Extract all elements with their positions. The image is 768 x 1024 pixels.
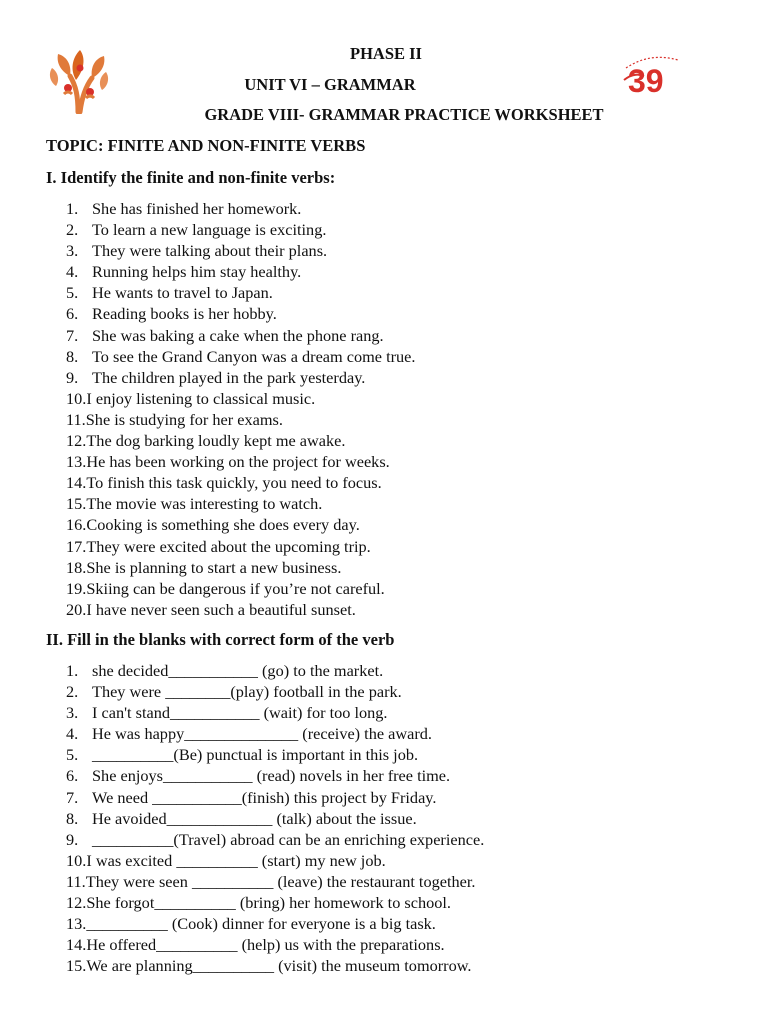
item-number: 1. [66,661,79,680]
item-number: 6. [66,304,79,324]
section-2-title: II. Fill in the blanks with correct form of the verb [46,630,395,649]
item-text: To finish this task quickly, you need to focus. [86,473,382,493]
item-text: Running helps him stay healthy. [92,262,302,282]
item-text: He has been working on the project for weeks. [86,452,390,472]
item-text: He avoided_____________ (talk) about the issue. [92,808,417,828]
item-text: They were excited about the upcoming trip. [86,536,371,556]
item-text: The dog barking loudly kept me awake. [86,431,346,451]
item-number: 6. [66,766,79,786]
list-item [66,892,484,913]
item-number: 13. [66,914,87,934]
list-item [66,219,415,240]
item-number: 14. [66,473,87,493]
list-item [66,261,415,282]
list-item [66,829,484,850]
item-number: 4. [66,724,79,744]
list-item [66,765,484,786]
unit-heading: UNIT VI – GRAMMAR [244,75,416,94]
item-text: She is planning to start a new business. [86,557,342,577]
item-text: she decided___________ (go) to the market. [92,661,384,680]
list-item [66,787,484,808]
item-number: 2. [66,682,79,702]
list-item [66,409,415,430]
item-text: They were talking about their plans. [92,241,328,261]
item-number: 10. [66,388,87,408]
item-text: He was happy______________ (receive) the award. [92,724,432,744]
section-1-title: I. Identify the finite and non-finite verbs: [46,168,336,187]
list-item [66,723,484,744]
item-number: 19. [66,578,87,598]
item-number: 15. [66,494,87,514]
list-item [66,955,484,976]
item-number: 10. [66,850,87,870]
list-item [66,367,415,388]
item-number: 8. [66,346,79,366]
list-item [66,303,415,324]
item-text: She was baking a cake when the phone rang. [92,325,384,345]
list-item [66,472,415,493]
item-number: 15. [66,956,87,976]
item-number: 9. [66,829,79,849]
item-text: She enjoys___________ (read) novels in her free time. [92,766,451,786]
item-text: __________ (Cook) dinner for everyone is a big task. [86,914,436,934]
list-item [66,681,484,702]
item-number: 11. [66,871,86,891]
section-1-list [66,198,415,620]
item-number: 7. [66,325,79,345]
list-item [66,493,415,514]
list-item [66,430,415,451]
item-text: I have never seen such a beautiful sunset. [86,599,356,619]
item-text: We are planning__________ (visit) the museum tomorrow. [86,956,472,976]
item-text: __________(Travel) abroad can be an enriching experience. [92,829,485,849]
list-item [66,346,415,367]
item-text: The children played in the park yesterday. [92,367,366,387]
item-number: 5. [66,745,79,765]
item-number: 1. [66,199,79,218]
section-2-list [66,660,484,976]
item-text: He wants to travel to Japan. [92,283,273,303]
phase-heading: PHASE II [350,44,422,63]
item-number: 3. [66,703,79,723]
item-text: To see the Grand Canyon was a dream come true. [92,346,416,366]
item-text: They were seen __________ (leave) the restaurant together. [85,871,476,891]
worksheet-title: GRADE VIII- GRAMMAR PRACTICE WORKSHEET [204,105,604,124]
item-number: 11. [66,409,86,429]
list-item [66,451,415,472]
item-text: She is studying for her exams. [85,409,283,429]
item-number: 20. [66,599,87,619]
item-text: She has finished her homework. [92,199,302,218]
item-text: __________(Be) punctual is important in this job. [92,745,419,765]
list-item [66,198,415,219]
list-item [66,660,484,681]
item-number: 3. [66,241,79,261]
item-text: Cooking is something she does every day. [86,515,360,535]
item-number: 2. [66,220,79,240]
item-number: 17. [66,536,87,556]
item-text: To learn a new language is exciting. [92,220,327,240]
item-number: 14. [66,935,87,955]
list-item [66,934,484,955]
item-text: Reading books is her hobby. [92,304,277,324]
item-number: 13. [66,452,87,472]
list-item [66,871,484,892]
list-item [66,850,484,871]
item-text: She forgot__________ (bring) her homework to school. [86,893,451,913]
list-item [66,282,415,303]
item-number: 12. [66,893,87,913]
list-item [66,536,415,557]
item-text: Skiing can be dangerous if you’re not careful. [86,578,385,598]
item-text: I can't stand___________ (wait) for too long. [92,703,388,723]
item-text: We need ___________(finish) this project by Friday. [92,787,437,807]
list-item [66,325,415,346]
item-text: I enjoy listening to classical music. [86,388,316,408]
list-item [66,557,415,578]
item-text: He offered__________ (help) us with the preparations. [86,935,445,955]
list-item [66,388,415,409]
list-item [66,744,484,765]
topic-heading: TOPIC: FINITE AND NON-FINITE VERBS [46,136,366,155]
svg-text:39: 39 [628,63,664,99]
item-number: 16. [66,515,87,535]
item-number: 5. [66,283,79,303]
item-number: 8. [66,808,79,828]
list-item [66,240,415,261]
item-number: 18. [66,557,87,577]
item-number: 12. [66,431,87,451]
item-number: 9. [66,367,79,387]
list-item [66,578,415,599]
item-text: The movie was interesting to watch. [86,494,323,514]
list-item [66,913,484,934]
list-item [66,702,484,723]
list-item [66,514,415,535]
item-text: They were ________(play) football in the park. [92,682,402,702]
list-item [66,808,484,829]
item-number: 7. [66,787,79,807]
item-number: 4. [66,262,79,282]
list-item [66,599,415,620]
item-text: I was excited __________ (start) my new job. [86,850,386,870]
